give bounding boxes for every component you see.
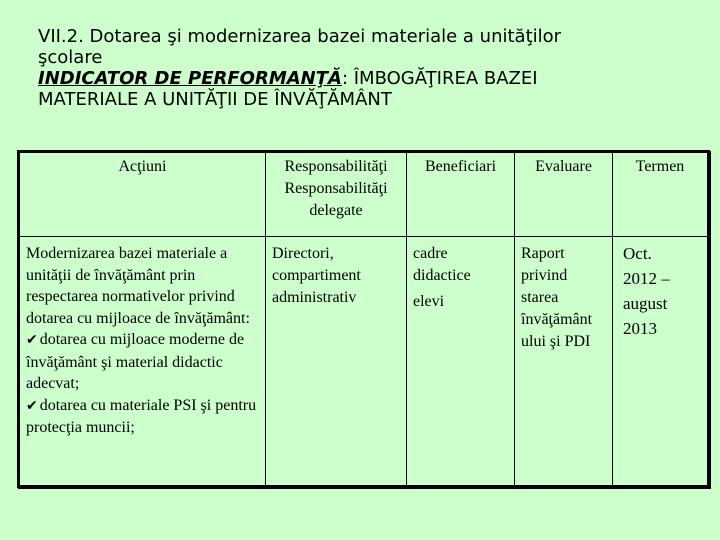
cell-responsibilities (266, 237, 407, 486)
header-responsibilities (266, 153, 407, 237)
header-actions: Acţiuni (20, 153, 266, 237)
action-intro: Modernizarea bazei materiale a unităţii de învăţământ prin respectarea normativelor privind dotarea cu mijloace de învăţământ: (26, 245, 250, 327)
action-item-1 (26, 329, 259, 395)
indicator-text-1: ÎMBOGĂŢIREA BAZEI (353, 68, 538, 89)
responsible-2: compartiment administrativ (272, 267, 361, 306)
action-table (17, 150, 710, 488)
term-2: 2012 – (623, 269, 670, 288)
term-1: Oct. (623, 244, 652, 263)
beneficiary-1: cadre didactice (413, 245, 471, 284)
header-responsibilities-label: Responsabilităţi (284, 158, 388, 175)
indicator-label: INDICATOR DE PERFORMANŢĂ (38, 68, 342, 89)
cell-beneficiaries (407, 237, 515, 486)
heading-line-1: VII.2. Dotarea şi modernizarea bazei materiale a unităţilor (38, 26, 562, 47)
header-beneficiaries: Beneficiari (407, 153, 515, 237)
table-header-row (20, 153, 708, 237)
page-heading (38, 26, 698, 110)
header-delegated-label: Responsabilităţi delegate (284, 180, 388, 219)
cell-evaluation: Raport privind starea învăţământ ului şi PDI (515, 237, 613, 486)
responsible-1: Directori, (272, 245, 334, 262)
table-row (20, 237, 708, 486)
action-item-1-text: dotarea cu mijloace moderne de învăţământ şi material didactic adecvat; (26, 331, 245, 392)
action-item-2-text: dotarea cu materiale PSI şi pentru protecţia muncii; (26, 396, 257, 436)
cell-term (613, 237, 708, 486)
indicator-text-2: MATERIALE A UNITĂŢII DE ÎNVĂŢĂMÂNT (38, 89, 392, 110)
term-4: 2013 (623, 319, 657, 338)
check-icon: ✔ (26, 397, 38, 414)
indicator-line (38, 68, 698, 89)
check-icon: ✔ (26, 332, 38, 348)
header-term: Termen (613, 153, 708, 237)
cell-actions (20, 237, 266, 486)
header-evaluation: Evaluare (515, 153, 613, 237)
beneficiary-2: elevi (413, 293, 445, 310)
heading-line-2: şcolare (38, 47, 103, 68)
term-3: august (623, 294, 668, 313)
indicator-separator: : (341, 68, 354, 89)
action-item-2 (26, 395, 259, 439)
